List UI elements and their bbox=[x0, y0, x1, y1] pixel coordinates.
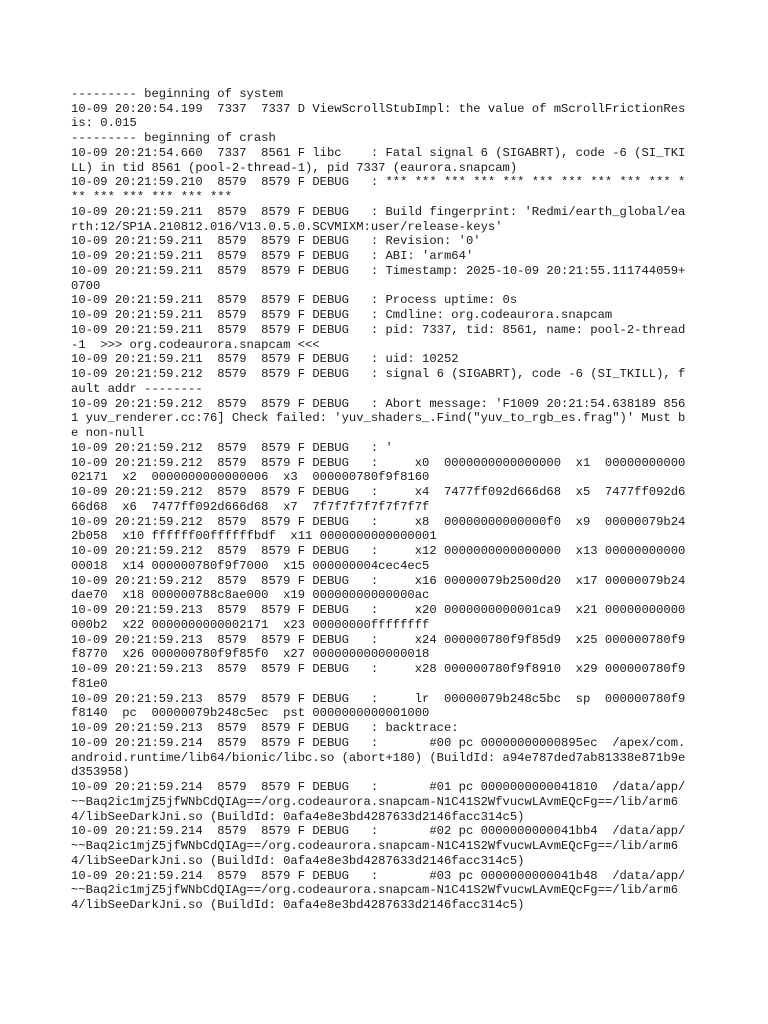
log-line: 10-09 20:21:59.213 8579 8579 F DEBUG : x28 000000780f9f8910 x29 000000780f9f81e0 bbox=[71, 662, 686, 691]
log-line: 10-09 20:21:59.213 8579 8579 F DEBUG : x24 000000780f9f85d9 x25 000000780f9f8770 x26 000000780f9f85f0 x27 0000000000000018 bbox=[71, 632, 686, 662]
log-line: 10-09 20:21:59.214 8579 8579 F DEBUG : #03 pc 0000000000041b48 /data/app/~~Baq2ic1mjZ5jfWNbCdQIAg==/org.codeaurora.snapcam-N1C41S2WfvucwLAvmEQcFg==/lib/arm64/libSeeDarkJni.so (BuildId: 0afa4e8e3bd4287633d2146facc314c5) bbox=[71, 868, 686, 912]
log-line: 10-09 20:21:59.211 8579 8579 F DEBUG : pid: 7337, tid: 8561, name: pool-2-thread-1 >>> org.codeaurora.snapcam <<< bbox=[71, 322, 686, 352]
log-line: 10-09 20:21:59.212 8579 8579 F DEBUG : x16 00000079b2500d20 x17 00000079b24dae70 x18 000000788c8ae000 x19 00000000000000ac bbox=[71, 573, 686, 603]
log-line: 10-09 20:21:59.211 8579 8579 F DEBUG : uid: 10252 bbox=[71, 352, 459, 367]
log-line: 10-09 20:21:59.211 8579 8579 F DEBUG : Revision: '0' bbox=[71, 234, 481, 249]
log-line: 10-09 20:21:59.213 8579 8579 F DEBUG : backtrace: bbox=[71, 721, 459, 735]
log-line: 10-09 20:21:59.214 8579 8579 F DEBUG : #01 pc 0000000000041810 /data/app/~~Baq2ic1mjZ5jfWNbCdQIAg==/org.codeaurora.snapcam-N1C41S2WfvucwLAvmEQcFg==/lib/arm64/libSeeDarkJni.so (BuildId: 0afa4e8e3bd4287633d2146facc314c5) bbox=[71, 780, 686, 824]
log-line: 10-09 20:21:59.214 8579 8579 F DEBUG : #02 pc 0000000000041bb4 /data/app/~~Baq2ic1mjZ5jfWNbCdQIAg==/org.codeaurora.snapcam-N1C41S2WfvucwLAvmEQcFg==/lib/arm64/libSeeDarkJni.so (BuildId: 0afa4e8e3bd4287633d2146facc314c5) bbox=[71, 824, 686, 868]
log-line: 10-09 20:20:54.199 7337 7337 D ViewScrollStubImpl: the value of mScrollFrictionRes is: 0.015 bbox=[71, 101, 693, 131]
log-line: 10-09 20:21:59.211 8579 8579 F DEBUG : Build fingerprint: 'Redmi/earth_global/earth:12/SP1A.210812.016/V13.0.5.0.SCVMIXM:user/release-keys' bbox=[71, 204, 686, 234]
log-line: 10-09 20:21:59.212 8579 8579 F DEBUG : x8 00000000000000f0 x9 00000079b242b058 x10 ffffff00ffffffbdf x11 0000000000000001 bbox=[71, 514, 686, 544]
log-line: 10-09 20:21:59.214 8579 8579 F DEBUG : #00 pc 00000000000895ec /apex/com.android.runtime/lib64/bionic/libc.so (abort+180) (BuildId: a94e787ded7ab81338e871b9ed353958) bbox=[71, 735, 686, 780]
log-line: 10-09 20:21:54.660 7337 8561 F libc : Fatal signal 6 (SIGABRT), code -6 (SI_TKILL) in tid 8561 (pool-2-thread-1), pid 7337 (eaurora.snapcam) bbox=[71, 145, 686, 175]
log-line: --------- beginning of system bbox=[71, 86, 284, 101]
log-line: 10-09 20:21:59.212 8579 8579 F DEBUG : ' bbox=[71, 440, 393, 455]
log-line: 10-09 20:21:59.211 8579 8579 F DEBUG : Cmdline: org.codeaurora.snapcam bbox=[71, 308, 613, 322]
crash-log bbox=[71, 72, 691, 913]
log-line: 10-09 20:21:59.210 8579 8579 F DEBUG : *** *** *** *** *** *** *** *** *** *** *** *** *** *** *** *** bbox=[71, 175, 686, 204]
log-line: 10-09 20:21:59.213 8579 8579 F DEBUG : lr 00000079b248c5bc sp 000000780f9f8140 pc 00000079b248c5ec pst 0000000000001000 bbox=[71, 691, 686, 721]
log-line: 10-09 20:21:59.212 8579 8579 F DEBUG : x0 0000000000000000 x1 0000000000002171 x2 0000000000000006 x3 000000780f9f8160 bbox=[71, 455, 686, 485]
log-line: 10-09 20:21:59.211 8579 8579 F DEBUG : Process uptime: 0s bbox=[71, 293, 518, 308]
log-line: 10-09 20:21:59.212 8579 8579 F DEBUG : x12 0000000000000000 x13 0000000000000018 x14 000000780f9f7000 x15 000000004cec4ec5 bbox=[71, 544, 686, 573]
log-line: 10-09 20:21:59.212 8579 8579 F DEBUG : signal 6 (SIGABRT), code -6 (SI_TKILL), fault addr -------- bbox=[71, 367, 686, 396]
log-line: 10-09 20:21:59.211 8579 8579 F DEBUG : Timestamp: 2025-10-09 20:21:55.111744059+0700 bbox=[71, 263, 686, 293]
log-line: 10-09 20:21:59.213 8579 8579 F DEBUG : x20 0000000000001ca9 x21 00000000000000b2 x22 0000000000002171 x23 00000000ffffffff bbox=[71, 603, 686, 632]
log-line: 10-09 20:21:59.212 8579 8579 F DEBUG : Abort message: 'F1009 20:21:54.638189 8561 yuv_renderer.cc:76] Check failed: 'yuv_shaders_.Find("yuv_to_rgb_es.frag")' Must be non-null bbox=[71, 396, 686, 440]
log-line: --------- beginning of crash bbox=[71, 131, 276, 145]
log-line: 10-09 20:21:59.212 8579 8579 F DEBUG : x4 7477ff092d666d68 x5 7477ff092d666d68 x6 7477ff092d666d68 x7 7f7f7f7f7f7f7f7f bbox=[71, 485, 686, 514]
log-line: 10-09 20:21:59.211 8579 8579 F DEBUG : ABI: 'arm64' bbox=[71, 249, 474, 263]
